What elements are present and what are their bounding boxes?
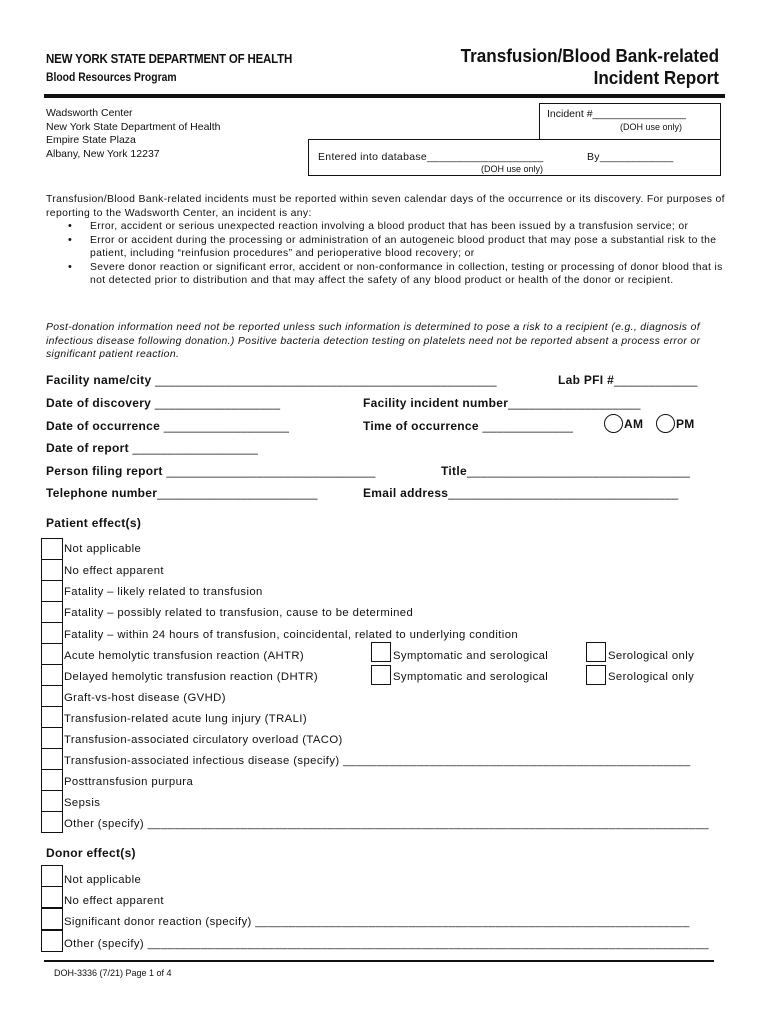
time-occurrence-blank: _____________ (482, 419, 574, 433)
incident-number-label: Incident # (547, 108, 593, 120)
am-label: AM (624, 417, 644, 431)
pm-label: PM (676, 417, 695, 431)
patient-effects-heading: Patient effect(s) (46, 516, 142, 530)
facility-name-field[interactable] (46, 373, 497, 387)
patient-checkbox-fatality-possibly[interactable] (41, 601, 63, 623)
facility-incident-blank: ___________________ (508, 396, 641, 410)
patient-item-label: No effect apparent (64, 565, 164, 577)
patient-item-label: Fatality – within 24 hours of transfusion, coincidental, related to underlying condition (64, 629, 519, 641)
address-line: Wadsworth Center (46, 107, 133, 119)
am-radio[interactable] (604, 414, 623, 433)
donor-checkbox-other[interactable] (41, 930, 63, 952)
database-label: Entered into database (318, 151, 428, 163)
incident-doh-note: (DOH use only) (620, 122, 683, 132)
email-field[interactable] (363, 486, 678, 500)
patient-item-label: Sepsis (64, 797, 101, 809)
patient-checkbox-fatality-coincidental[interactable] (41, 622, 63, 644)
patient-checkbox-ptp[interactable] (41, 769, 63, 791)
time-occurrence-label: Time of occurrence (363, 419, 479, 433)
definition-bullet: • Error or accident during the processing or administration of an autogeneic blood product that may pose a substantial risk to the patient, including “reinfusion procedures” and perioperative blood recovery; or (64, 234, 728, 261)
patient-checkbox-infectious[interactable] (41, 748, 63, 770)
donor-item-label: No effect apparent (64, 895, 164, 907)
footer-rule (44, 960, 714, 962)
date-occurrence-blank: __________________ (163, 419, 290, 433)
patient-checkbox-other[interactable] (41, 811, 63, 833)
dhtr-serological-checkbox[interactable] (586, 665, 606, 685)
telephone-label: Telephone number (46, 486, 158, 500)
title-blank: ________________________________ (466, 464, 691, 478)
lab-pfi-label: Lab PFI # (558, 373, 615, 387)
date-occurrence-field[interactable] (46, 419, 289, 433)
patient-item-label: Posttransfusion purpura (64, 776, 194, 788)
database-by-field[interactable] (587, 151, 674, 163)
patient-item-label: Delayed hemolytic transfusion reaction (DHTR) (64, 671, 319, 683)
by-blank: ____________ (599, 151, 674, 163)
am-option[interactable] (604, 414, 643, 433)
patient-item-label: Transfusion-associated infectious disease (specify) ____________________________________________________ (64, 755, 691, 767)
mailing-address (46, 107, 221, 161)
donor-item-label: Not applicable (64, 874, 142, 886)
pm-radio[interactable] (656, 414, 675, 433)
title-field[interactable] (441, 464, 690, 478)
date-report-label: Date of report (46, 441, 129, 455)
donor-effects-heading: Donor effect(s) (46, 846, 136, 860)
address-line: Albany, New York 12237 (46, 147, 160, 160)
department-name: NEW YORK STATE DEPARTMENT OF HEALTH (46, 52, 293, 66)
telephone-blank: _______________________ (157, 486, 318, 500)
form-id: DOH-3336 (7/21) Page 1 of 4 (54, 968, 172, 978)
patient-item-label: Transfusion-related acute lung injury (TRALI) (64, 713, 307, 725)
dhtr-symptomatic-checkbox[interactable] (371, 665, 391, 685)
donor-checkbox-no-effect[interactable] (41, 886, 63, 908)
patient-checkbox-no-effect[interactable] (41, 559, 63, 581)
patient-checkbox-fatality-likely[interactable] (41, 580, 63, 602)
patient-checkbox-trali[interactable] (41, 706, 63, 728)
incident-number-field[interactable] (547, 108, 686, 120)
patient-checkbox-gvhd[interactable] (41, 685, 63, 707)
definition-bullet: • Error, accident or serious unexpected reaction involving a blood product that has been issued by a transfusion service; or (64, 220, 728, 234)
ahtr-symptomatic-label: Symptomatic and serological (393, 650, 549, 662)
email-label: Email address (363, 486, 449, 500)
form-title-line1: Transfusion/Blood Bank-related (460, 46, 719, 66)
facility-incident-label: Facility incident number (363, 396, 509, 410)
date-report-blank: __________________ (132, 441, 259, 455)
facility-incident-field[interactable] (363, 396, 641, 410)
date-report-field[interactable] (46, 441, 258, 455)
person-filing-field[interactable] (46, 464, 376, 478)
email-blank: _________________________________ (448, 486, 679, 500)
form-title-line2: Incident Report (593, 68, 719, 88)
database-blank: ___________________ (427, 151, 544, 163)
title-label: Title (441, 464, 467, 478)
definition-bullet: • Severe donor reaction or significant error, accident or non-conformance in collection, testing or processing of donor blood that is not detected prior to distribution and that may affect the safety of any blood product or health of the donor or recipient. (64, 261, 728, 288)
address-line: Empire State Plaza (46, 134, 136, 146)
intro-paragraph: Transfusion/Blood Bank-related incidents must be reported within seven calendar days of the occurrence or its discovery. For purposes of reporting to the Wadsworth Center, an incident is any: (46, 194, 725, 219)
date-occurrence-label: Date of occurrence (46, 419, 161, 433)
facility-name-label: Facility name/city (46, 373, 152, 387)
ahtr-serological-label: Serological only (608, 650, 695, 662)
patient-checkbox-not-applicable[interactable] (41, 538, 63, 560)
date-discovery-label: Date of discovery (46, 396, 152, 410)
ahtr-symptomatic-checkbox[interactable] (371, 642, 391, 662)
patient-checkbox-dhtr[interactable] (41, 664, 63, 686)
time-occurrence-field[interactable] (363, 419, 573, 433)
patient-checkbox-ahtr[interactable] (41, 643, 63, 665)
donor-item-label: Other (specify) ____________________________________________________________________________________ (64, 938, 709, 950)
by-label: By (587, 151, 600, 163)
donor-checkbox-significant-reaction[interactable] (41, 908, 63, 930)
person-filing-label: Person filing report (46, 464, 163, 478)
patient-item-label: Fatality – likely related to transfusion (64, 586, 263, 598)
pm-option[interactable] (656, 414, 695, 433)
patient-item-label: Not applicable (64, 543, 142, 555)
donor-item-label: Significant donor reaction (specify) _________________________________________________________________ (64, 916, 690, 928)
incident-definition-list (64, 220, 728, 288)
lab-pfi-field[interactable] (558, 373, 698, 387)
address-line: New York State Department of Health (46, 120, 221, 133)
patient-checkbox-sepsis[interactable] (41, 790, 63, 812)
dhtr-serological-label: Serological only (608, 671, 695, 683)
date-discovery-blank: __________________ (154, 396, 281, 410)
person-filing-blank: ______________________________ (166, 464, 376, 478)
telephone-field[interactable] (46, 486, 318, 500)
header-rule (44, 94, 725, 98)
ahtr-serological-checkbox[interactable] (586, 642, 606, 662)
lab-pfi-blank: ____________ (614, 373, 698, 387)
patient-item-label: Fatality – possibly related to transfusion, cause to be determined (64, 607, 414, 619)
patient-checkbox-taco[interactable] (41, 727, 63, 749)
facility-name-blank: _________________________________________________ (155, 373, 497, 387)
database-doh-note: (DOH use only) (481, 164, 544, 174)
date-discovery-field[interactable] (46, 396, 280, 410)
donor-checkbox-not-applicable[interactable] (41, 865, 63, 887)
patient-item-label: Other (specify) ____________________________________________________________________________________ (64, 818, 709, 830)
incident-number-blank: ________________ (592, 108, 686, 120)
post-donation-note: Post-donation information need not be reported unless such information is determined to pose a risk to a recipient (e.g., diagnosis of infectious disease following donation.) Positive bacteria detection testing on platelets need not be reported absent a process error or significant patient reaction. (46, 322, 701, 361)
database-entry-field[interactable] (318, 151, 544, 163)
patient-item-label: Transfusion-associated circulatory overload (TACO) (64, 734, 343, 746)
patient-item-label: Acute hemolytic transfusion reaction (AHTR) (64, 650, 305, 662)
dhtr-symptomatic-label: Symptomatic and serological (393, 671, 549, 683)
program-name: Blood Resources Program (46, 72, 177, 84)
patient-item-label: Graft-vs-host disease (GVHD) (64, 692, 226, 704)
